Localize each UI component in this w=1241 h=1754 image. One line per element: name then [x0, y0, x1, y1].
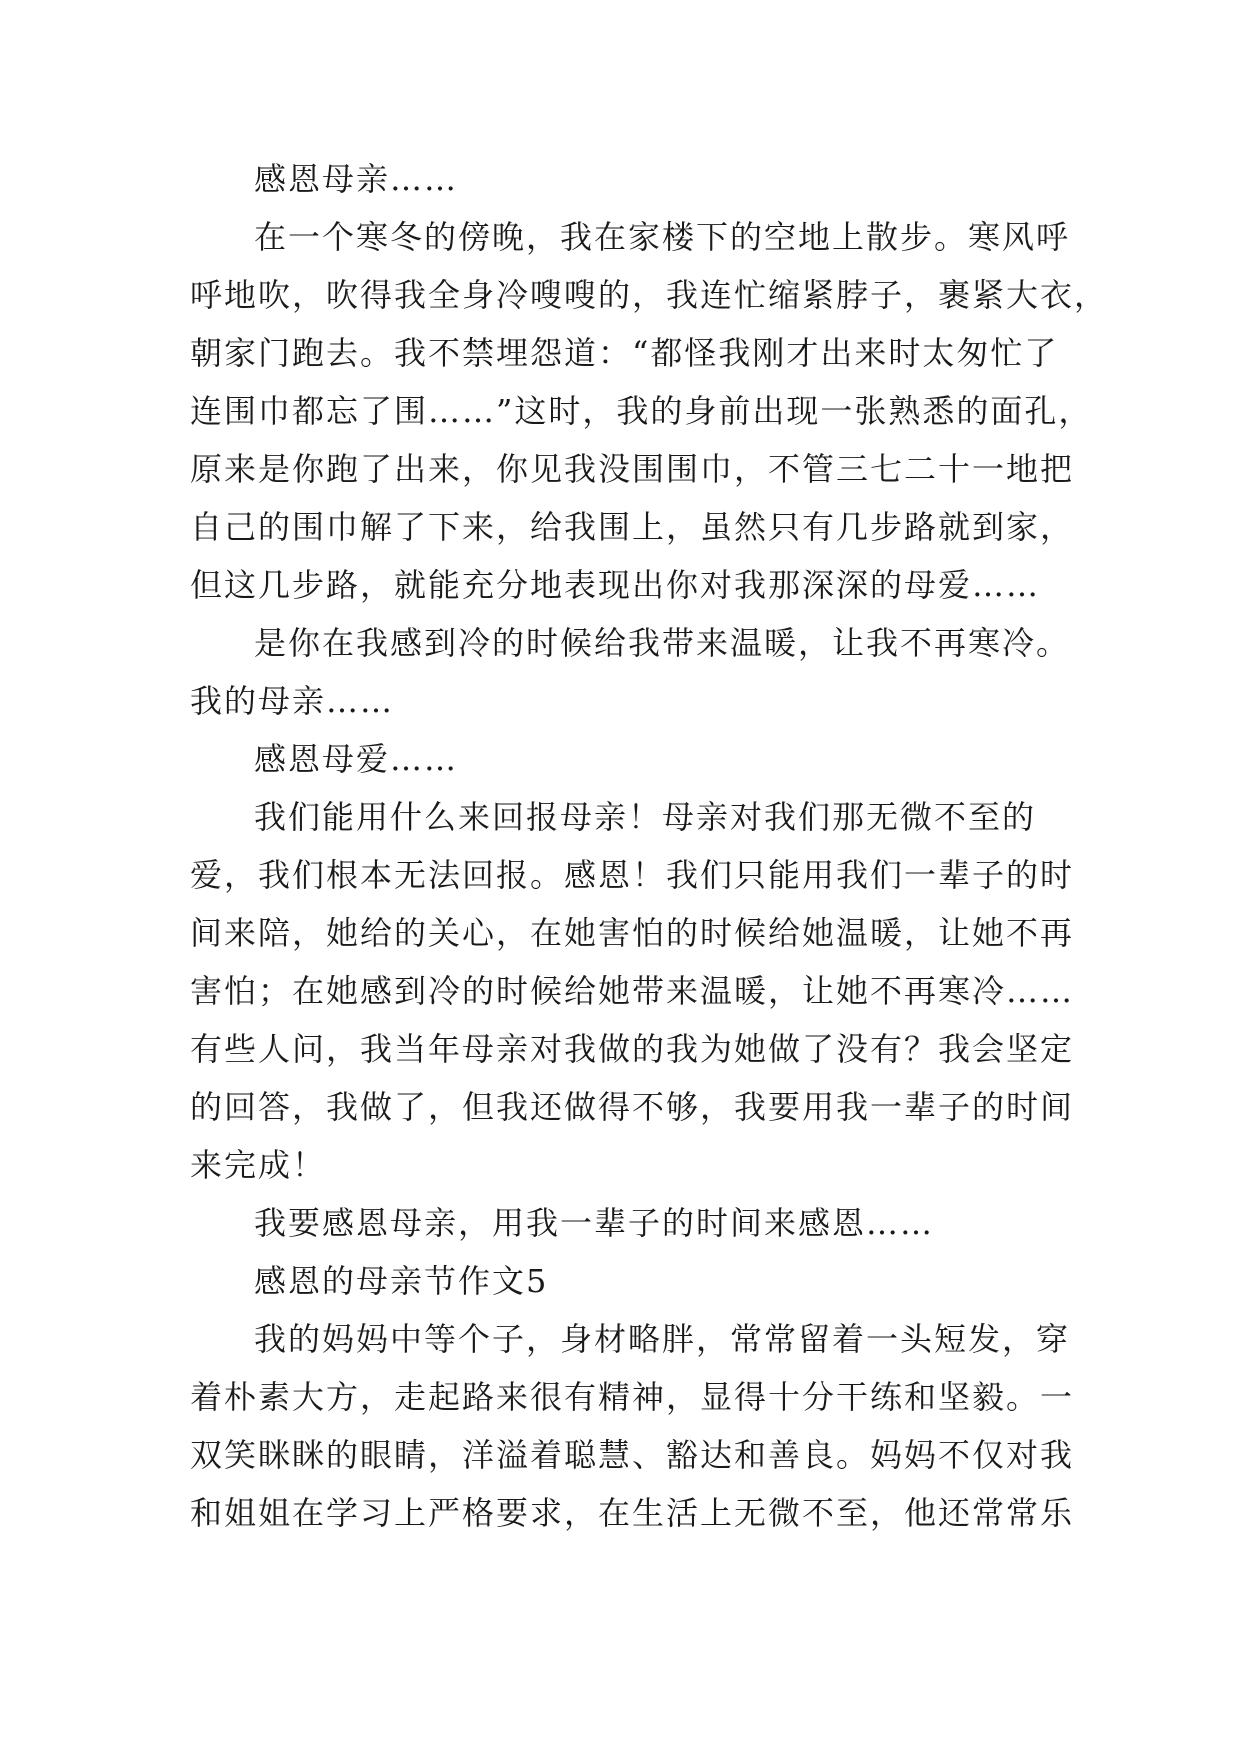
text-line: 我的妈妈中等个子，身材略胖，常常留着一头短发，穿: [254, 1320, 1071, 1358]
text-line: 朝家门跑去。我不禁埋怨道：“都怪我刚才出来时太匆忙了: [190, 334, 1059, 372]
text-line: 我的母亲……: [190, 682, 395, 720]
text-line: 是你在我感到冷的时候给我带来温暖，让我不再寒冷。: [254, 624, 1071, 662]
text-line: 爱，我们根本无法回报。感恩！我们只能用我们一辈子的时: [190, 856, 1075, 894]
essay-title: 感恩的母亲节作文5: [254, 1262, 549, 1300]
text-line: 的回答，我做了，但我还做得不够，我要用我一辈子的时间: [190, 1088, 1075, 1126]
text-line: 间来陪，她给的关心，在她害怕的时候给她温暖，让她不再: [190, 914, 1075, 952]
document-body: [190, 150, 1109, 1542]
text-line: 原来是你跑了出来，你见我没围围巾，不管三七二十一地把: [190, 450, 1075, 488]
text-line: 但这几步路，就能充分地表现出你对我那深深的母爱……: [190, 566, 1041, 604]
text-line: 自己的围巾解了下来，给我围上，虽然只有几步路就到家，: [190, 508, 1075, 546]
text-line: 我要感恩母亲，用我一辈子的时间来感恩……: [254, 1204, 935, 1242]
text-line: 我们能用什么来回报母亲！母亲对我们那无微不至的: [254, 798, 1037, 836]
text-line: 和姐姐在学习上严格要求，在生活上无微不至，他还常常乐: [190, 1494, 1075, 1532]
section-heading: 感恩母爱……: [254, 740, 459, 778]
text-line: 着朴素大方，走起路来很有精神，显得十分干练和坚毅。一: [190, 1378, 1075, 1416]
text-line: 连围巾都忘了围……”这时，我的身前出现一张熟悉的面孔，: [190, 392, 1093, 430]
text-line: 双笑眯眯的眼睛，洋溢着聪慧、豁达和善良。妈妈不仅对我: [190, 1436, 1075, 1474]
text-line: 在一个寒冬的傍晚，我在家楼下的空地上散步。寒风呼: [254, 218, 1071, 256]
text-line: 来完成！: [190, 1146, 327, 1184]
section-heading: 感恩母亲……: [254, 160, 459, 198]
text-line: 有些人问，我当年母亲对我做的我为她做了没有？我会坚定: [190, 1030, 1075, 1068]
text-line: 害怕；在她感到冷的时候给她带来温暖，让她不再寒冷……: [190, 972, 1075, 1010]
text-line: 呼地吹，吹得我全身冷嗖嗖的，我连忙缩紧脖子，裹紧大衣，: [190, 276, 1109, 314]
